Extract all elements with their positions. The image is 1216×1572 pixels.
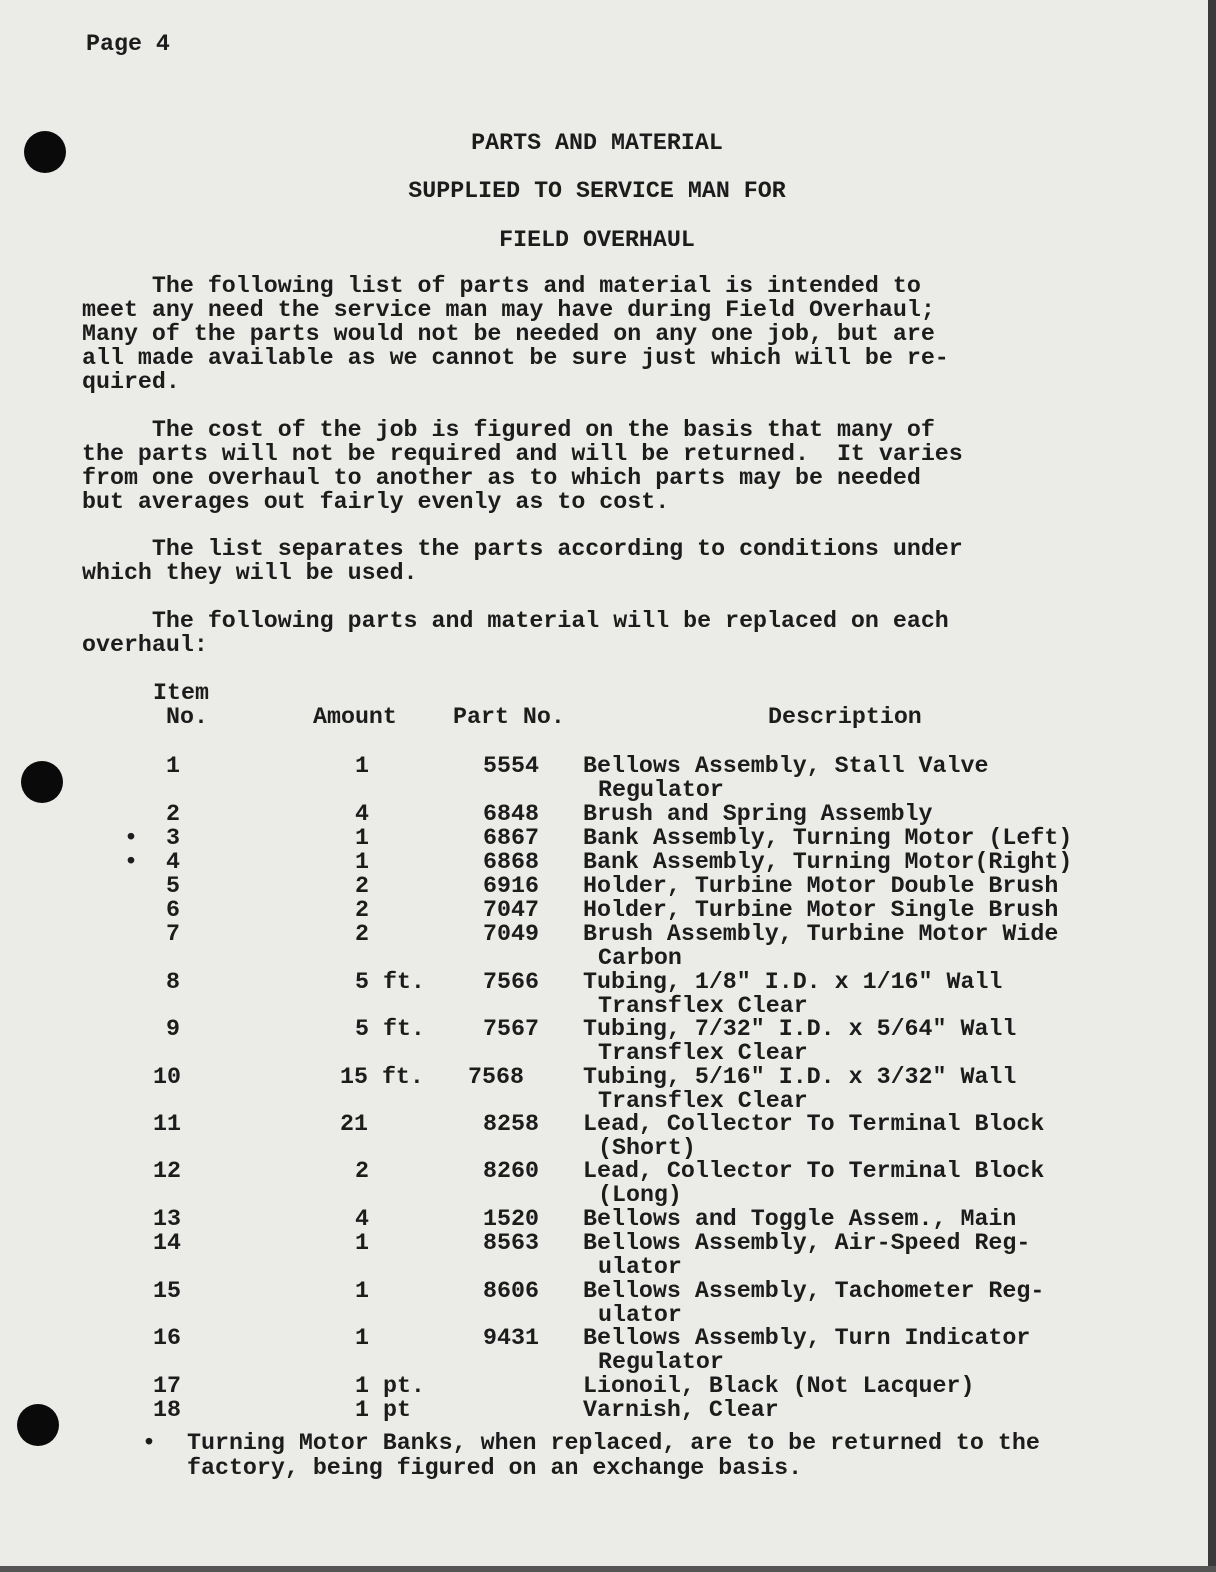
part-number: 6848 xyxy=(483,801,539,827)
paragraph-line: The following parts and material will be replaced on each xyxy=(82,608,949,634)
page-label: Page 4 xyxy=(86,31,170,57)
description: Carbon xyxy=(598,945,682,971)
description: (Long) xyxy=(598,1182,682,1208)
description: Lead, Collector To Terminal Block xyxy=(583,1158,1045,1184)
amount: 5 ft. xyxy=(355,1016,425,1042)
paragraph-line: Many of the parts would not be needed on any one job, but are xyxy=(82,321,935,347)
description: Bellows Assembly, Turn Indicator xyxy=(583,1325,1031,1351)
description: Bank Assembly, Turning Motor (Left) xyxy=(583,825,1073,851)
footnote-marker: • xyxy=(142,1430,156,1456)
part-number: 7566 xyxy=(483,969,539,995)
title-line: FIELD OVERHAUL xyxy=(499,227,695,253)
description: Bank Assembly, Turning Motor(Right) xyxy=(583,849,1073,875)
paragraph-line: meet any need the service man may have during Field Overhaul; xyxy=(82,297,935,323)
amount: 4 xyxy=(355,801,369,827)
title-line: SUPPLIED TO SERVICE MAN FOR xyxy=(408,178,786,204)
part-number: 8563 xyxy=(483,1230,539,1256)
item-number: 16 xyxy=(153,1325,181,1351)
amount: 5 ft. xyxy=(355,969,425,995)
part-number: 1520 xyxy=(483,1206,539,1232)
paragraph-line: but averages out fairly evenly as to cost. xyxy=(82,489,670,515)
item-number: 18 xyxy=(153,1397,181,1423)
footnote-marker: • xyxy=(124,849,138,875)
paragraph-line: The following list of parts and material is intended to xyxy=(82,273,921,299)
description: ulator xyxy=(598,1302,682,1328)
description: Holder, Turbine Motor Double Brush xyxy=(583,873,1059,899)
part-number: 6916 xyxy=(483,873,539,899)
part-number: 7567 xyxy=(483,1016,539,1042)
paragraph-line: The list separates the parts according to conditions under xyxy=(82,536,963,562)
header-description: Description xyxy=(768,704,922,730)
description: Lionoil, Black (Not Lacquer) xyxy=(583,1373,975,1399)
footnote-line: Turning Motor Banks, when replaced, are to be returned to the xyxy=(187,1430,1040,1456)
paragraph-line: from one overhaul to another as to which parts may be needed xyxy=(82,465,921,491)
paragraph-line: which they will be used. xyxy=(82,560,418,586)
paragraph-line: all made available as we cannot be sure just which will be re- xyxy=(82,345,949,371)
item-number: 1 xyxy=(166,753,180,779)
paragraph-line: The cost of the job is figured on the basis that many of xyxy=(82,417,935,443)
header-amount: Amount xyxy=(313,704,397,730)
description: Tubing, 1/8" I.D. x 1/16" Wall xyxy=(583,969,1003,995)
amount: 2 xyxy=(355,873,369,899)
part-number: 8258 xyxy=(483,1111,539,1137)
header-item: Item xyxy=(153,680,209,706)
item-number: 14 xyxy=(153,1230,181,1256)
description: Transflex Clear xyxy=(598,1040,808,1066)
description: Brush and Spring Assembly xyxy=(583,801,933,827)
part-number: 9431 xyxy=(483,1325,539,1351)
page-edge xyxy=(1208,0,1216,1572)
item-number: 17 xyxy=(153,1373,181,1399)
header-part-no: Part No. xyxy=(453,704,565,730)
description: Lead, Collector To Terminal Block xyxy=(583,1111,1045,1137)
part-number: 8606 xyxy=(483,1278,539,1304)
paragraph-line: quired. xyxy=(82,369,180,395)
item-number: 4 xyxy=(166,849,180,875)
description: Bellows Assembly, Stall Valve xyxy=(583,753,989,779)
item-number: 8 xyxy=(166,969,180,995)
amount: 4 xyxy=(355,1206,369,1232)
paragraph-line: the parts will not be required and will be returned. It varies xyxy=(82,441,963,467)
part-number: 7047 xyxy=(483,897,539,923)
punch-hole xyxy=(17,1404,59,1446)
item-number: 9 xyxy=(166,1016,180,1042)
item-number: 10 xyxy=(153,1064,181,1090)
part-number: 6868 xyxy=(483,849,539,875)
item-number: 11 xyxy=(153,1111,181,1137)
item-number: 6 xyxy=(166,897,180,923)
amount: 1 xyxy=(355,1278,369,1304)
item-number: 7 xyxy=(166,921,180,947)
description: Regulator xyxy=(598,1349,724,1375)
paragraph-line: overhaul: xyxy=(82,632,208,658)
amount: 1 pt. xyxy=(355,1373,425,1399)
part-number: 7049 xyxy=(483,921,539,947)
item-number: 12 xyxy=(153,1158,181,1184)
page-bottom-edge xyxy=(0,1566,1216,1572)
amount: 21 xyxy=(340,1111,368,1137)
item-number: 15 xyxy=(153,1278,181,1304)
amount: 1 xyxy=(355,849,369,875)
description: ulator xyxy=(598,1254,682,1280)
description: Tubing, 5/16" I.D. x 3/32" Wall xyxy=(583,1064,1017,1090)
amount: 2 xyxy=(355,1158,369,1184)
description: Bellows Assembly, Air-Speed Reg- xyxy=(583,1230,1031,1256)
footnote-line: factory, being figured on an exchange basis. xyxy=(187,1455,803,1481)
amount: 15 ft. xyxy=(340,1064,424,1090)
punch-hole xyxy=(21,761,63,803)
part-number: 7568 xyxy=(468,1064,524,1090)
amount: 1 pt xyxy=(355,1397,411,1423)
amount: 1 xyxy=(355,825,369,851)
description: Tubing, 7/32" I.D. x 5/64" Wall xyxy=(583,1016,1017,1042)
header-item-no: No. xyxy=(166,704,208,730)
title-line: PARTS AND MATERIAL xyxy=(471,130,723,156)
amount: 1 xyxy=(355,753,369,779)
part-number: 6867 xyxy=(483,825,539,851)
item-number: 5 xyxy=(166,873,180,899)
amount: 2 xyxy=(355,921,369,947)
item-number: 2 xyxy=(166,801,180,827)
part-number: 5554 xyxy=(483,753,539,779)
description: Brush Assembly, Turbine Motor Wide xyxy=(583,921,1059,947)
description: Transflex Clear xyxy=(598,1088,808,1114)
description: Transflex Clear xyxy=(598,993,808,1019)
footnote-marker: • xyxy=(124,825,138,851)
item-number: 3 xyxy=(166,825,180,851)
amount: 1 xyxy=(355,1325,369,1351)
description: Bellows and Toggle Assem., Main xyxy=(583,1206,1017,1232)
description: Bellows Assembly, Tachometer Reg- xyxy=(583,1278,1045,1304)
description: Varnish, Clear xyxy=(583,1397,779,1423)
part-number: 8260 xyxy=(483,1158,539,1184)
description: (Short) xyxy=(598,1135,696,1161)
description: Regulator xyxy=(598,777,724,803)
amount: 1 xyxy=(355,1230,369,1256)
description: Holder, Turbine Motor Single Brush xyxy=(583,897,1059,923)
item-number: 13 xyxy=(153,1206,181,1232)
amount: 2 xyxy=(355,897,369,923)
